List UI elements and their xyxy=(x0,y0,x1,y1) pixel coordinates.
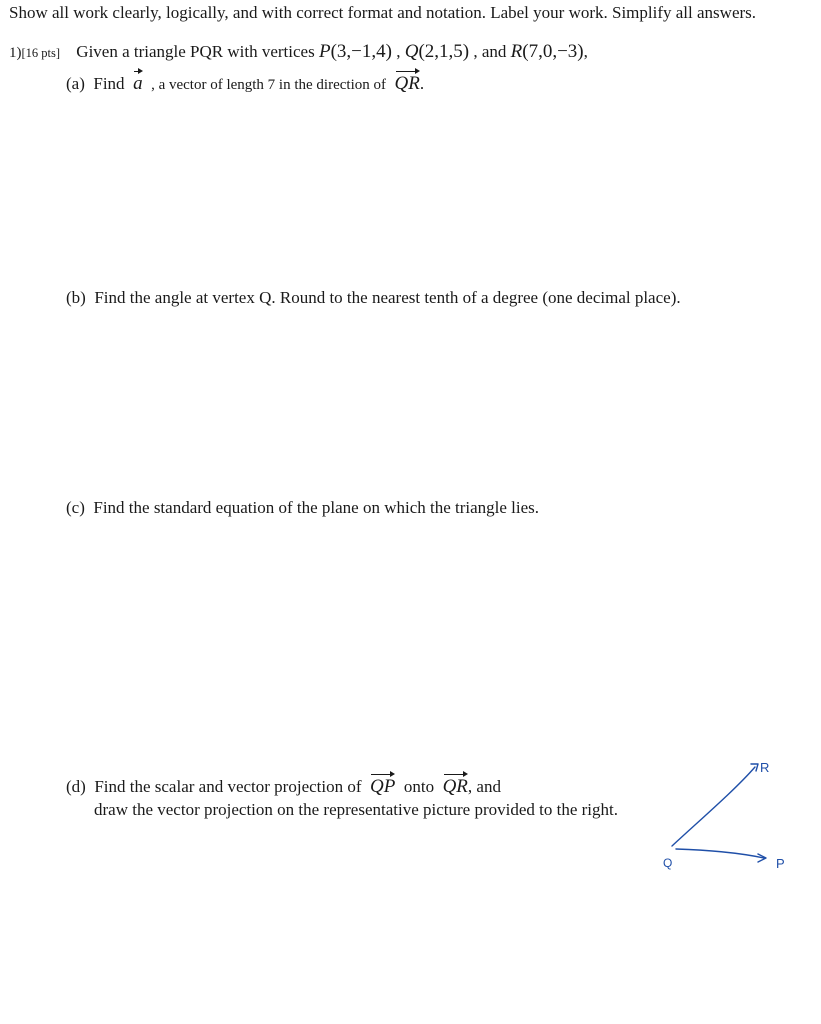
vector-qr: QR xyxy=(395,73,420,95)
vertex-p-label: P xyxy=(318,41,331,62)
vector-a: a xyxy=(133,73,143,95)
vector-qp-line xyxy=(676,849,764,858)
part-d-label: (d) xyxy=(66,777,86,796)
part-d-text-before: Find the scalar and vector projection of xyxy=(94,777,362,796)
sketch-label-q: Q xyxy=(663,856,673,870)
part-c-text: Find the standard equation of the plane on which the triangle lies. xyxy=(93,498,540,517)
part-b-label: (b) xyxy=(66,288,86,307)
part-d-line-2: draw the vector projection on the representative picture provided to the right. xyxy=(94,800,618,819)
instructions-header: Show all work clearly, logically, and with correct format and notation. Label your work. Simplify all answers. xyxy=(9,3,757,22)
vector-arrow-icon xyxy=(395,67,420,75)
vector-arrow-icon xyxy=(443,770,468,778)
part-d-text-after: , and xyxy=(467,777,501,796)
sketch-label-r: R xyxy=(760,760,770,775)
question-intro: Given a triangle PQR with vertices xyxy=(76,42,315,61)
separator-2: , and xyxy=(469,42,511,61)
vertex-r-label: R xyxy=(510,41,523,62)
question-end: , xyxy=(583,42,588,61)
vertex-q-label: Q xyxy=(404,41,419,62)
vertex-p-coords: (3,−1,4) xyxy=(330,41,392,62)
part-b-text: Find the angle at vertex Q. Round to the nearest tenth of a degree (one decimal place). xyxy=(94,288,681,307)
part-c-label: (c) xyxy=(66,498,85,517)
vertex-q-coords: (2,1,5) xyxy=(418,41,470,62)
question-number: 1) xyxy=(9,45,22,61)
part-a-text-before: Find xyxy=(93,74,125,93)
vector-arrow-icon xyxy=(370,770,395,778)
vector-qp: QP xyxy=(370,776,395,798)
vector-arrow-icon xyxy=(133,67,143,75)
vector-qr-line xyxy=(672,767,755,846)
part-a-end: . xyxy=(419,74,425,93)
vertex-r-coords: (7,0,−3) xyxy=(522,41,584,62)
part-a xyxy=(66,73,424,95)
sketch-label-p: P xyxy=(776,856,785,871)
question-1-line xyxy=(9,41,588,63)
vector-qr-2: QR xyxy=(443,776,468,798)
part-a-text-mid: , a vector of length 7 in the direction of xyxy=(151,77,386,93)
triangle-sketch xyxy=(660,750,810,880)
part-b xyxy=(66,288,681,308)
part-d-line-1 xyxy=(66,776,501,798)
question-points: [16 pts] xyxy=(21,46,61,60)
separator-1: , xyxy=(391,42,405,61)
part-c xyxy=(66,498,539,518)
part-a-label: (a) xyxy=(66,74,85,93)
part-d-text-mid: onto xyxy=(403,777,435,796)
